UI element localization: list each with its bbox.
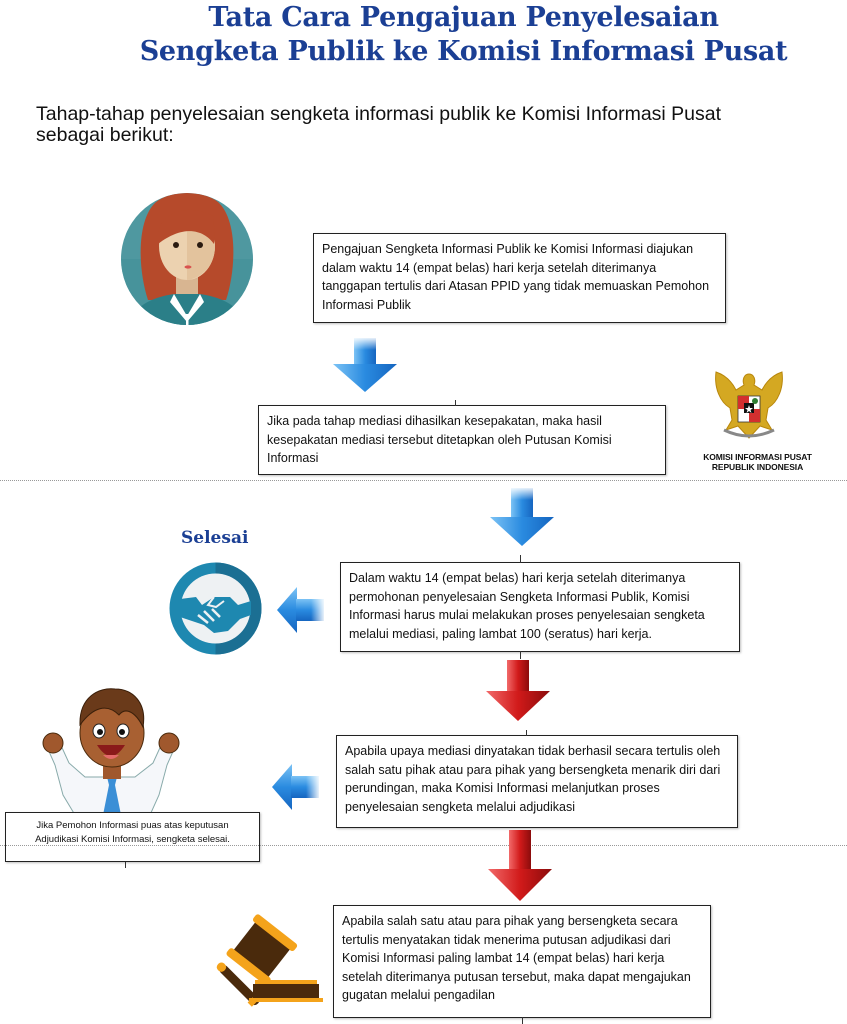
- dotted-divider: [0, 845, 847, 846]
- intro-text: [36, 104, 826, 146]
- arrow-down-icon: [330, 338, 400, 393]
- intro-line-1: Tahap-tahap penyelesaian sengketa informasi publik ke Komisi Informasi Pusat: [36, 103, 722, 125]
- connector-line: [526, 730, 527, 736]
- handshake-icon: [168, 561, 263, 656]
- connector-line: [520, 555, 521, 563]
- connector-line: [455, 400, 456, 406]
- side-note-box: Jika Pemohon Informasi puas atas keputusan Adjudikasi Komisi Informasi, sengketa selesai.: [5, 812, 260, 862]
- connector-line: [522, 1017, 523, 1024]
- step-5-box: Apabila salah satu atau para pihak yang bersengketa secara tertulis menyatakan tidak menerima putusan adjudikasi dari Komisi Informasi paling lambat 14 (empat belas) hari kerja setelah diterimanya putusan tersebut, maka dapat mengajukan gugatan melalui pengadilan: [333, 905, 711, 1018]
- emblem-caption-line-2: REPUBLIK INDONESIA: [711, 462, 804, 472]
- step-3-box: Dalam waktu 14 (empat belas) hari kerja setelah diterimanya permohonan penyelesaian Sengketa Informasi Publik, Komisi Informasi harus mulai melakukan proses penyelesaian sengketa melalui mediasi, paling lambat 100 (seratus) hari kerja.: [340, 562, 740, 652]
- arrow-left-icon: [275, 585, 325, 635]
- selesai-label: Selesai: [181, 528, 249, 548]
- emblem-caption-line-1: KOMISI INFORMASI PUSAT: [703, 452, 812, 462]
- connector-line: [125, 862, 126, 868]
- dotted-divider: [0, 480, 847, 481]
- page-title-line-1: Tata Cara Pengajuan Penyelesaian: [208, 2, 719, 33]
- step-1-box: Pengajuan Sengketa Informasi Publik ke Komisi Informasi diajukan dalam waktu 14 (empat belas) hari kerja setelah diterimanya tanggapan tertulis dari Atasan PPID yang tidak memuaskan Pemohon Informasi Publik: [313, 233, 726, 323]
- connector-line: [520, 651, 521, 659]
- happy-man-icon: [35, 685, 190, 815]
- emblem-caption: [700, 452, 815, 472]
- page-title-line-2: Sengketa Publik ke Komisi Informasi Pusat: [139, 36, 788, 67]
- gavel-icon: [207, 912, 327, 1012]
- garuda-emblem-icon: [710, 368, 788, 446]
- arrow-down-icon: [487, 488, 557, 548]
- arrow-left-icon: [270, 762, 320, 812]
- step-2-box: Jika pada tahap mediasi dihasilkan kesepakatan, maka hasil kesepakatan mediasi tersebut ditetapkan oleh Putusan Komisi Informasi: [258, 405, 666, 475]
- arrow-down-red-icon: [483, 660, 553, 722]
- step-4-box: Apabila upaya mediasi dinyatakan tidak berhasil secara tertulis oleh salah satu pihak atau para pihak yang bersengketa menarik diri dari perundingan, maka Komisi Informasi melanjutkan proses penyelesaian sengketa melalui adjudikasi: [336, 735, 738, 828]
- intro-line-2: sebagai berikut:: [36, 124, 174, 146]
- arrow-down-red-icon: [485, 830, 555, 902]
- woman-avatar-icon: [118, 190, 256, 328]
